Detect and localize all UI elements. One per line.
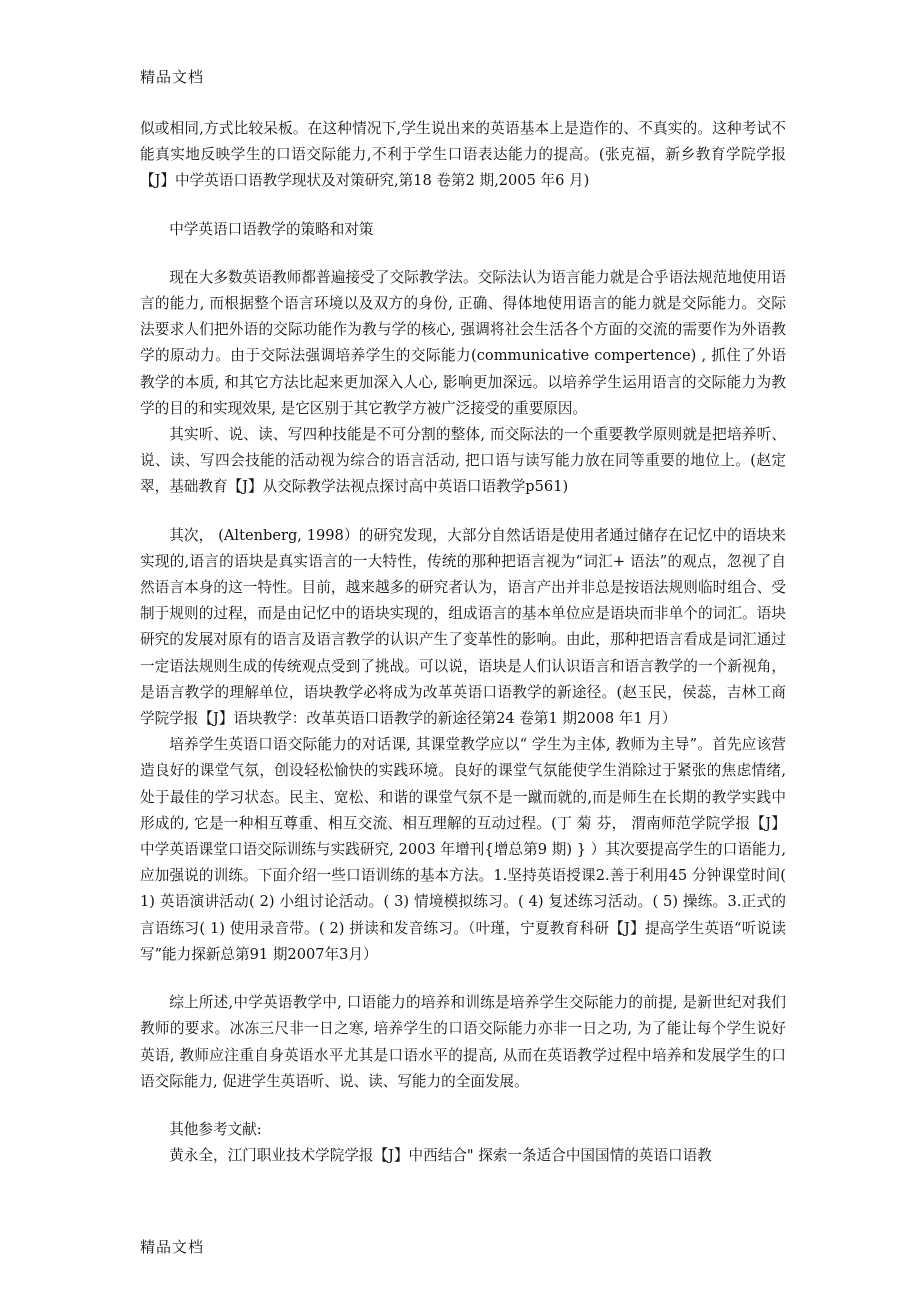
paragraph-dialogue-class: 培养学生英语口语交际能力的对话课, 其课堂教学应以“ 学生为主体, 教师为主导”。首先应该营造良好的课堂气氛，创设轻松愉快的实践环境。良好的课堂气氛能使学生消除过于紧张的焦虑情绪, 处于最佳的学习状态。民主、宽松、和谐的课堂气氛不是一蹴而就的,而是师生在长期的教学实践中形成的, 它是一种相互尊重、相互交流、相互理解的互动过程。(丁 菊 芬， 渭南师范学院学报【J】中学英语课堂口语交际训练与实践研究, 2003 年增刊{增总第9 期) } ）其次要提高学生的口语能力, 应加强说的训练。下面介绍一些口语训练的基本方法。1.坚持英语授课2.善于利用45 分钟课堂时间( 1) 英语演讲活动( 2) 小组讨论活动。( 3) 情境模拟练习。( 4) 复述练习活动。( 5) 操练。3.正式的言语练习( 1) 使用录音带。( 2) 拼读和发音练习。（叶瑾，宁夏教育科研【J】提高学生英语“听说读写”能力探新总第91 期2007年3月） [140,736,786,963]
paragraph-conclusion: 综上所述,中学英语教学中, 口语能力的培养和训练是培养学生交际能力的前提, 是新世纪对我们教师的要求。冰冻三尺非一日之寒, 培养学生的口语交际能力亦非一日之功, 为了能让每个学生说好英语, 教师应注重自身英语水平尤其是口语水平的提高, 从而在英语教学过程中培养和发展学生的口语交际能力, 促进学生英语听、说、读、写能力的全面发展。 [140,994,786,1090]
document-body [140,116,786,1169]
reference-item: 黄永全，江门职业技术学院学报【J】中西结合" 探索一条适合中国国情的英语口语教 [169,1147,712,1165]
page-header: 精品文档 [140,68,205,86]
section-heading: 中学英语口语教学的策略和对策 [169,220,374,238]
page-footer: 精品文档 [140,1238,205,1256]
paragraph-four-skills: 其实听、说、读、写四种技能是不可分割的整体, 而交际法的一个重要教学原则就是把培养听、说、读、写四会技能的活动视为综合的语言活动, 把口语与读写能力放在同等重要的地位上。(赵定翠，基础教育【J】从交际教学法视点探讨高中英语口语教学p561) [140,426,786,496]
paragraph-lexical-chunks: 其次， (Altenberg, 1998）的研究发现，大部分自然话语是使用者通过储存在记忆中的语块来实现的,语言的语块是真实语言的一大特性，传统的那种把语言视为“词汇+ 语法”的观点，忽视了自然语言本身的这一特性。目前，越来越多的研究者认为，语言产出并非总是按语法规则临时组合、受制于规则的过程，而是由记忆中的语块实现的，组成语言的基本单位应是语块而非单个的词汇。语块研究的发展对原有的语言及语言教学的认识产生了变革性的影响。由此，那种把语言看成是词汇通过一定语法规则生成的传统观点受到了挑战。可以说，语块是人们认识语言和语言教学的一个新视角，是语言教学的理解单位，语块教学必将成为改革英语口语教学的新途径。(赵玉民，侯蕊，吉林工商学院学报【J】语块教学：改革英语口语教学的新途径第24 卷第1 期2008 年1 月） [140,526,786,728]
paragraph-communicative-approach: 现在大多数英语教师都普遍接受了交际教学法。交际法认为语言能力就是合乎语法规范地使用语言的能力, 而根据整个语言环境以及双方的身份, 正确、得体地使用语言的能力就是交际能力。交际法要求人们把外语的交际功能作为教与学的核心, 强调将社会生活各个方面的交流的需要作为外语教学的原动力。由于交际法强调培养学生的交际能力(communicative compertence) , 抓住了外语教学的本质, 和其它方法比起来更加深入人心, 影响更加深远。以培养学生运用语言的交际能力为教学的目的和实现效果, 是它区别于其它教学方被广泛接受的重要原因。 [140,268,786,417]
paragraph-continuation: 似或相同,方式比较呆板。在这种情况下,学生说出来的英语基本上是造作的、不真实的。这种考试不能真实地反映学生的口语交际能力,不利于学生口语表达能力的提高。(张克福，新乡教育学院学报【J】中学英语口语教学现状及对策研究,第18 卷第2 期,2005 年6 月) [140,120,786,190]
references-title: 其他参考文献: [169,1120,262,1138]
